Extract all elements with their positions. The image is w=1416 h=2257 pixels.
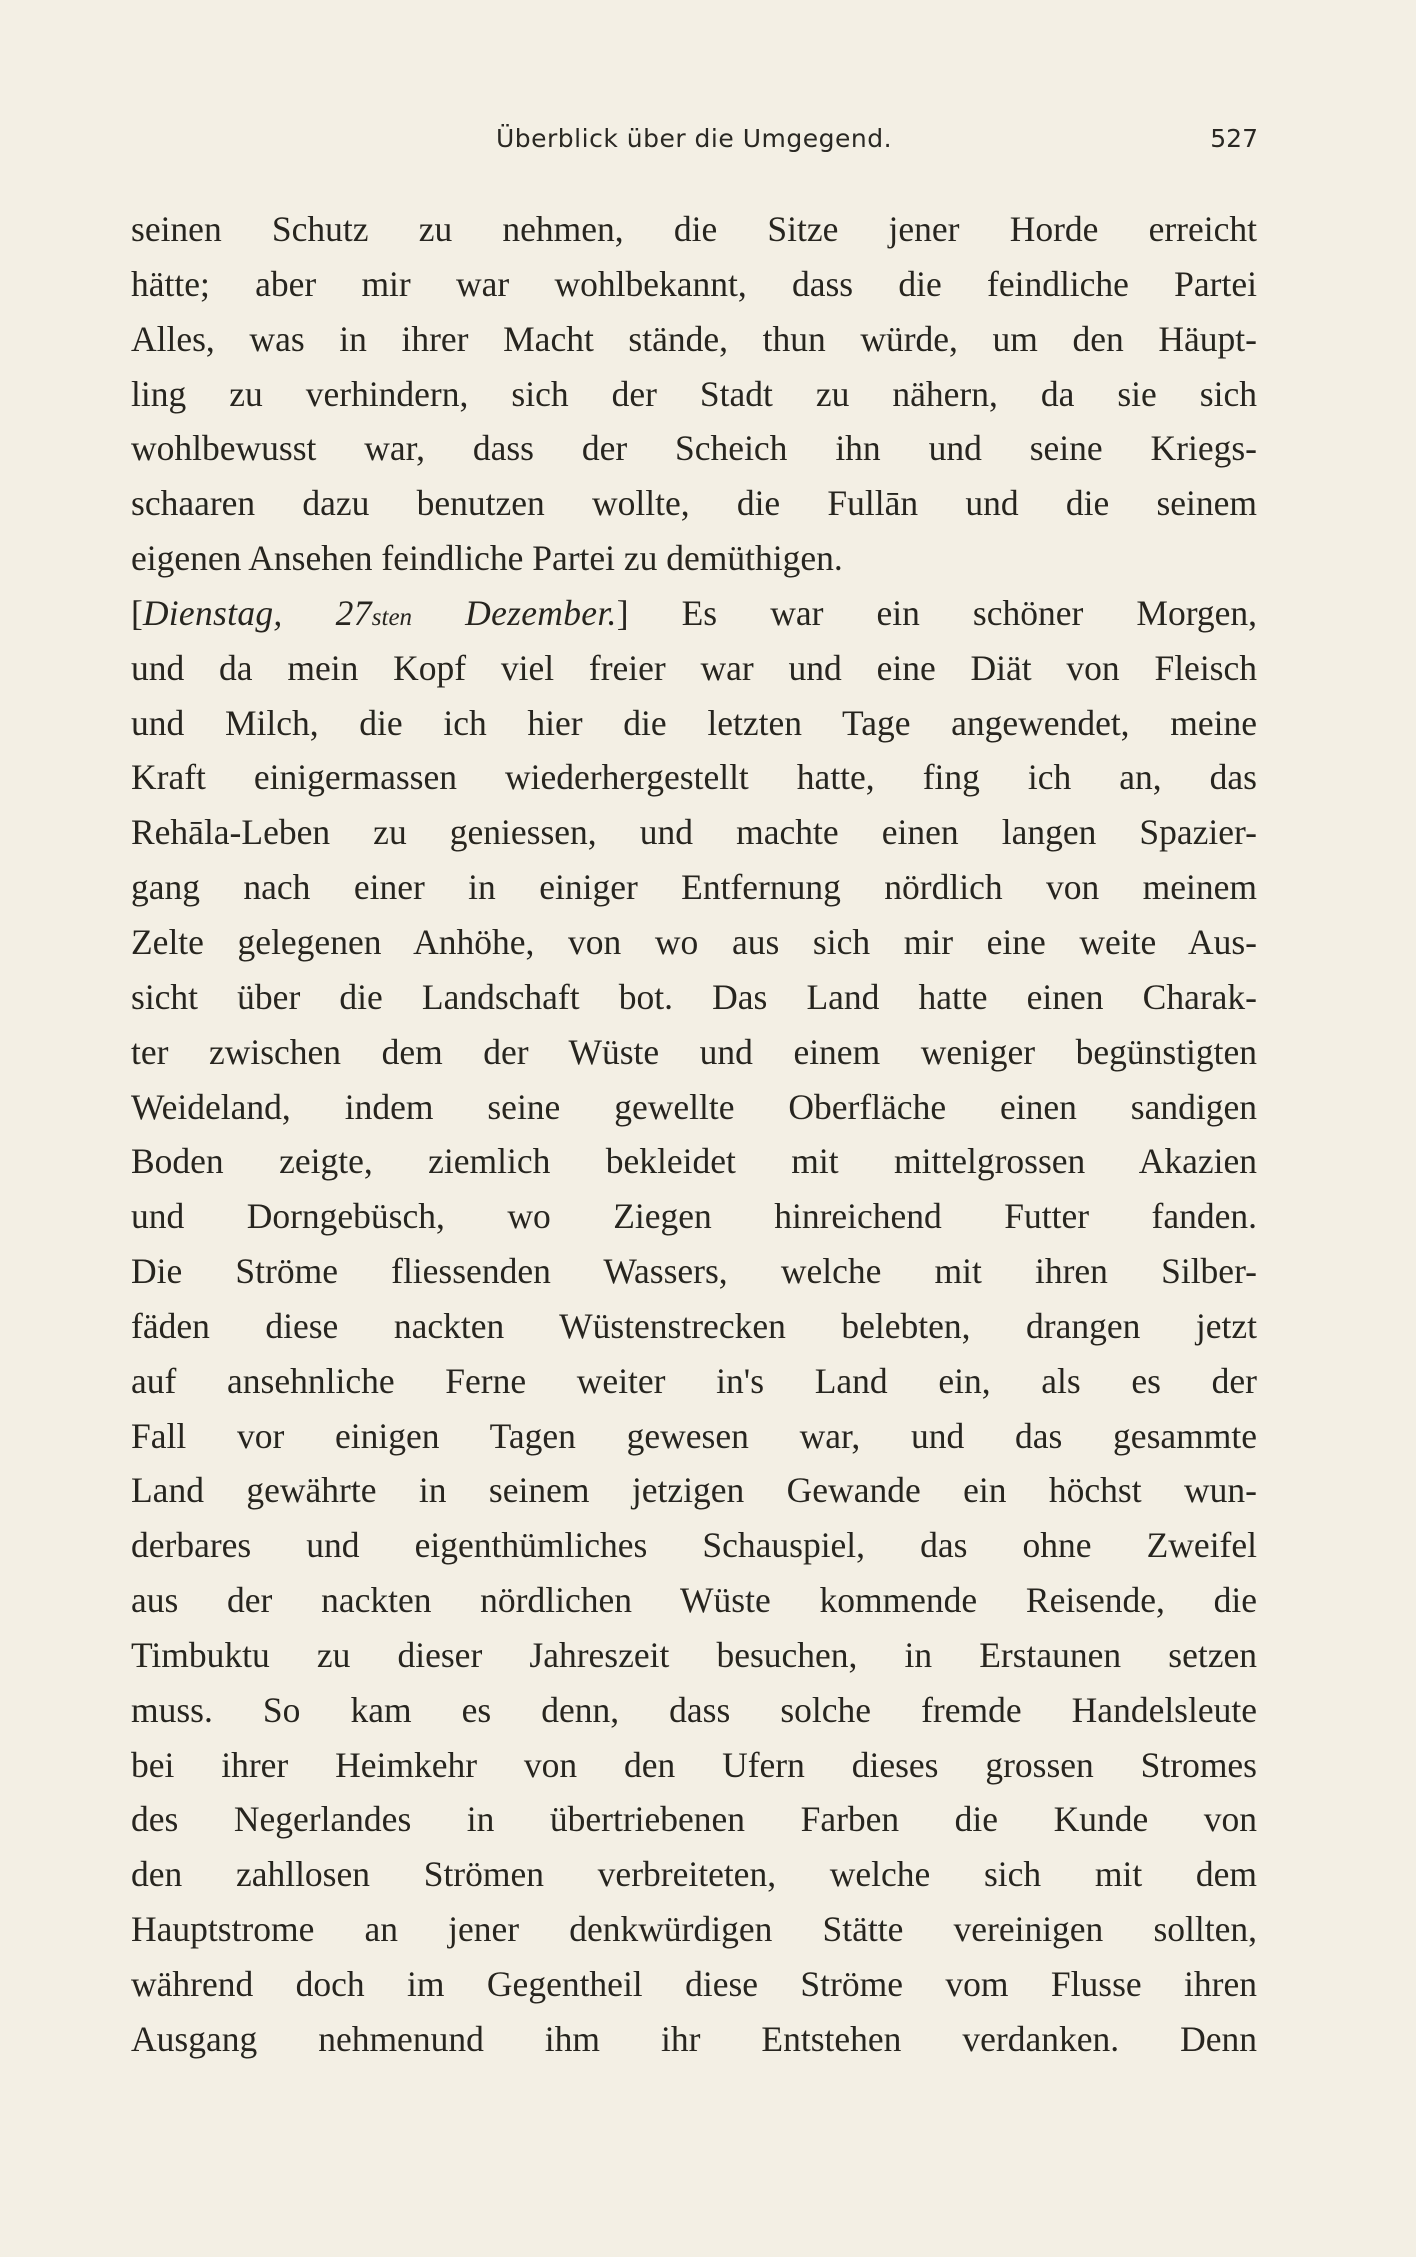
date-day: Dienstag,: [142, 592, 283, 633]
text-line: auf ansehnliche Ferne weiter in's Land ein, als es der: [131, 1360, 1257, 1401]
date-bracket-close: ]: [616, 592, 629, 633]
text-line: und da mein Kopf viel freier war und eine Diät von Fleisch: [131, 647, 1257, 688]
date-line: [131, 586, 1257, 641]
text-line: Land gewährte in seinem jetzigen Gewande ein höchst wun-: [131, 1470, 1257, 1511]
text-line: hätte; aber mir war wohlbekannt, dass die feindliche Partei: [131, 263, 1257, 304]
text-line: Die Ströme fliessenden Wassers, welche mit ihren Silber-: [131, 1251, 1257, 1292]
text-line: während doch im Gegentheil diese Ströme vom Flusse ihren: [131, 1964, 1257, 2004]
text-line: Boden zeigte, ziemlich bekleidet mit mittelgrossen Akazien: [131, 1141, 1257, 1182]
text-line: Kraft einigermassen wiederhergestellt hatte, fing ich an, das: [131, 757, 1257, 798]
text-line: Alles, was in ihrer Macht stände, thun würde, um den Häupt-: [131, 318, 1257, 359]
running-head: [130, 124, 1258, 164]
body-text: [131, 202, 1257, 2067]
text-line: Timbuktu zu dieser Jahreszeit besuchen, in Erstaunen setzen: [131, 1634, 1257, 1675]
text-line: den zahllosen Strömen verbreiteten, welche sich mit dem: [131, 1854, 1257, 1895]
text-line: Weideland, indem seine gewellte Oberfläche einen sandigen: [131, 1086, 1257, 1127]
text-line: schaaren dazu benutzen wollte, die Fullān und die seinem: [131, 483, 1257, 524]
text-line: Hauptstrome an jener denkwürdigen Stätte vereinigen sollten,: [131, 1909, 1257, 1950]
running-title: Überblick über die Umgegend.: [495, 124, 893, 153]
text-line: des Negerlandes in übertriebenen Farben die Kunde von: [131, 1799, 1257, 1840]
text-line: Rehāla-Leben zu geniessen, und machte einen langen Spazier-: [131, 812, 1257, 853]
text-line: aus der nackten nördlichen Wüste kommende Reisende, die: [131, 1580, 1257, 1621]
text-line: und Milch, die ich hier die letzten Tage angewendet, meine: [131, 702, 1257, 743]
text-line: Zelte gelegenen Anhöhe, von wo aus sich mir eine weite Aus-: [131, 921, 1257, 962]
page-number: 527: [1210, 124, 1258, 153]
text-line: wohlbewusst war, dass der Scheich ihn und seine Kriegs-: [131, 428, 1257, 469]
text-line: gang nach einer in einiger Entfernung nördlich von meinem: [131, 867, 1257, 908]
date-bracket-open: [: [131, 592, 143, 633]
date-line-rest: Es war ein schöner Morgen,: [681, 592, 1257, 633]
date-month: Dezember.: [465, 592, 617, 633]
text-line: Ausgang nehmenund ihm ihr Entstehen verdanken. Denn: [131, 2018, 1257, 2059]
text-line: Fall vor einigen Tagen gewesen war, und das gesammte: [131, 1415, 1257, 1456]
text-line: und Dorngebüsch, wo Ziegen hinreichend Futter fanden.: [131, 1196, 1257, 1237]
text-line: bei ihrer Heimkehr von den Ufern dieses grossen Stromes: [131, 1744, 1257, 1785]
text-line: seinen Schutz zu nehmen, die Sitze jener Horde erreicht: [131, 209, 1257, 249]
date-ordinal-number: 27: [335, 592, 372, 633]
text-line: ter zwischen dem der Wüste und einem weniger begünstigten: [131, 1031, 1257, 1072]
text-line: ling zu verhindern, sich der Stadt zu nähern, da sie sich: [131, 373, 1257, 414]
text-line: muss. So kam es denn, dass solche fremde Handelsleute: [131, 1689, 1257, 1730]
text-line: derbares und eigenthümliches Schauspiel, das ohne Zweifel: [131, 1525, 1257, 1566]
text-line: fäden diese nackten Wüstenstrecken belebten, drangen jetzt: [131, 1305, 1257, 1346]
date-ordinal-suffix: sten: [371, 603, 413, 631]
text-line: eigenen Ansehen feindliche Partei zu demüthigen.: [131, 538, 843, 579]
text-line: sicht über die Landschaft bot. Das Land hatte einen Charak-: [131, 976, 1257, 1017]
